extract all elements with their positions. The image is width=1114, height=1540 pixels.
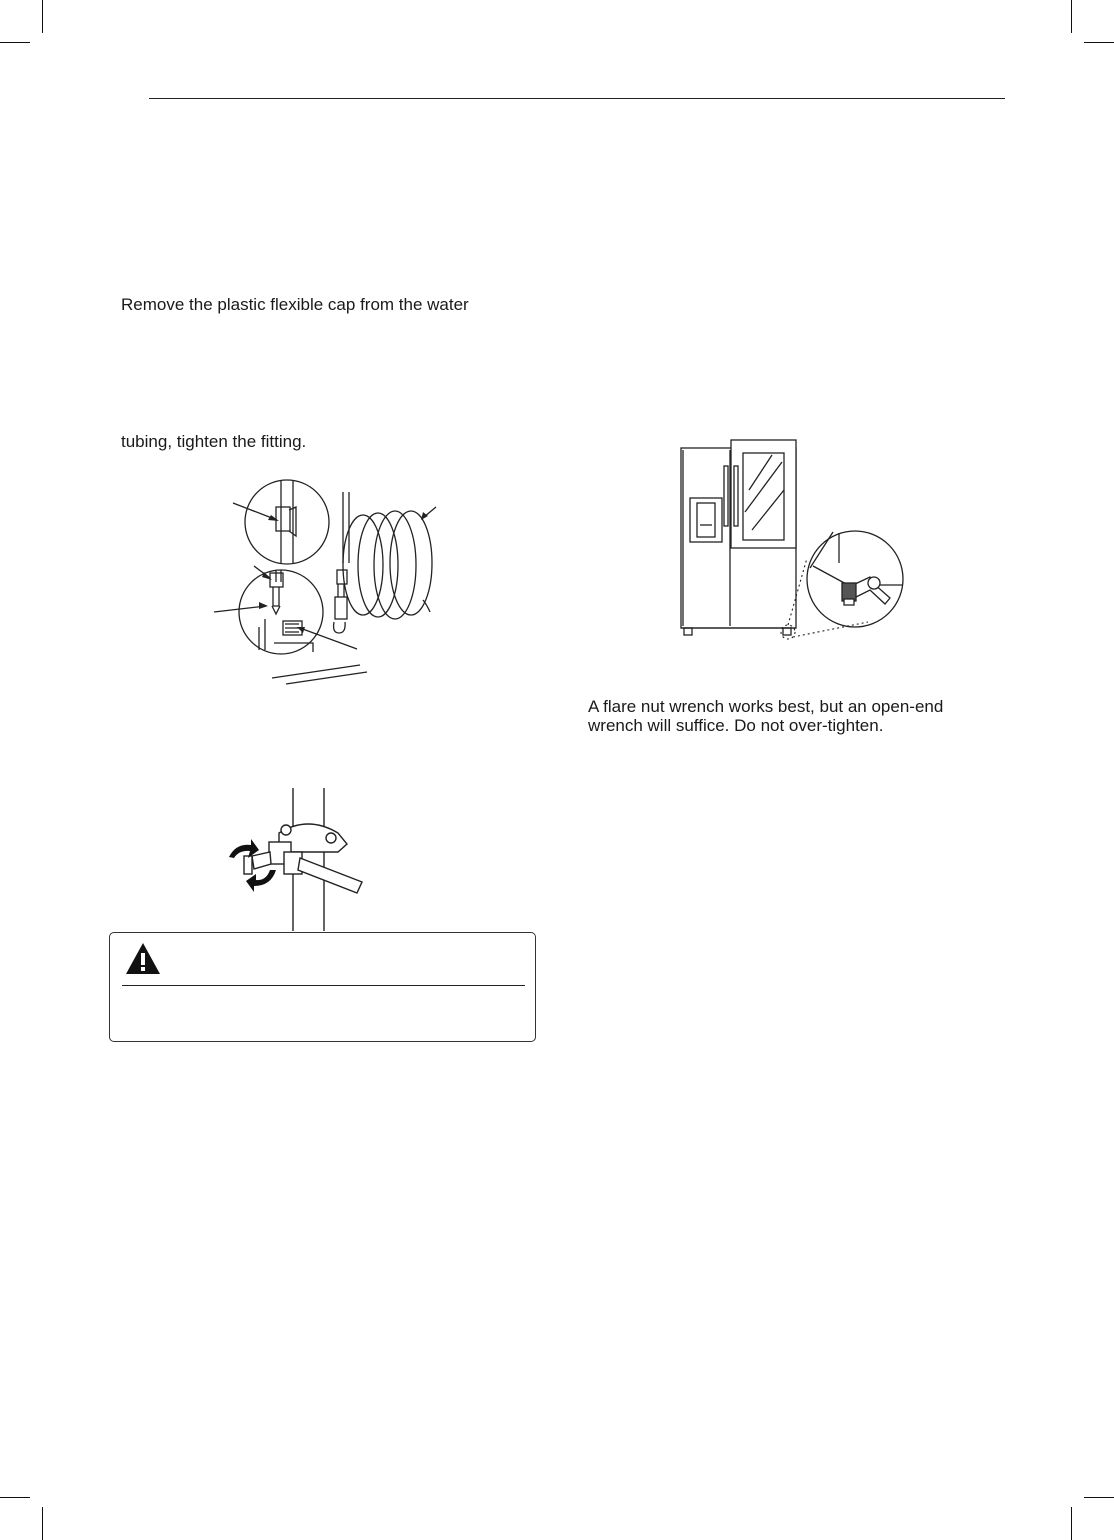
crop-mark xyxy=(1071,0,1072,33)
refrigerator-connection-illustration xyxy=(676,436,908,648)
wrench-note-line1: A flare nut wrench works best, but an open-end xyxy=(588,697,944,716)
crop-mark xyxy=(0,1497,30,1498)
shutoff-valve-illustration xyxy=(220,788,370,933)
crop-mark xyxy=(1084,1497,1114,1498)
crop-mark xyxy=(0,42,30,43)
warning-triangle-icon xyxy=(124,941,162,977)
warning-box xyxy=(109,932,536,1042)
step-text-tighten-fitting: tubing, tighten the fitting. xyxy=(121,432,307,451)
header-rule xyxy=(149,98,1005,99)
tubing-connection-illustration xyxy=(210,475,450,690)
step-text-remove-cap: Remove the plastic flexible cap from the water xyxy=(121,295,469,314)
crop-mark xyxy=(42,0,43,33)
warning-divider xyxy=(122,985,525,986)
crop-mark xyxy=(1084,42,1114,43)
crop-mark xyxy=(1071,1507,1072,1540)
crop-mark xyxy=(42,1507,43,1540)
wrench-note-line2: wrench will suffice. Do not over-tighten. xyxy=(588,716,884,735)
